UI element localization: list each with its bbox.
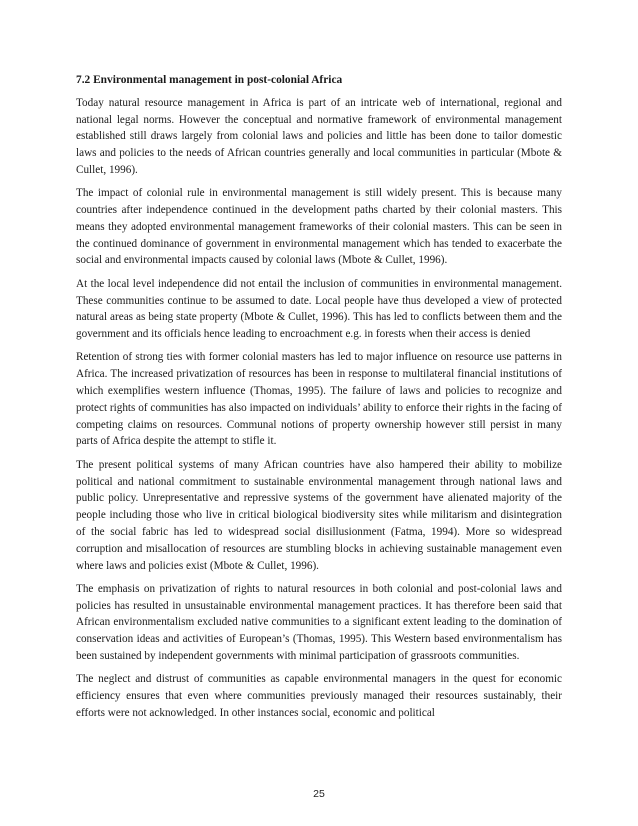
paragraph-1: Today natural resource management in Africa is part of an intricate web of international, regional and national legal norms. However the conceptual and normative framework of environmental management established still draws largely from colonial laws and policies and little has been done to tailor domestic laws and policies to the needs of African countries generally and local communities in particular (Mbote & Cullet, 1996). xyxy=(76,96,562,176)
page-content xyxy=(76,72,562,728)
paragraph-7: The neglect and distrust of communities as capable environmental managers in the quest for economic efficiency ensures that even where communities previously managed their resources sustainably, their efforts were not acknowledged. In other instances social, economic and political xyxy=(76,673,562,719)
section-heading: 7.2 Environmental management in post-colonial Africa xyxy=(76,74,343,86)
paragraph-5: The present political systems of many African countries have also hampered their ability to mobilize political and national commitment to sustainable environmental management through national laws and public policy. Unrepresentative and repressive systems of the government have alienated majority of the people including those who live in critical biological biodiversity sites while militarism and disintegration of the social fabric has led to widespread social disillusionment (Fatma, 1994). More so widespread corruption and misallocation of resources are stumbling blocks in achieving sustainable management even where laws and policies exist (Mbote & Cullet, 1996). xyxy=(76,458,562,572)
paragraph-4: Retention of strong ties with former colonial masters has led to major influence on resource use patterns in Africa. The increased privatization of resources has been in response to multilateral financial institutions of which exemplifies western influence (Thomas, 1995). The failure of laws and policies to recognize and protect rights of communities has also impacted on individuals’ ability to enforce their rights in the facing of competing claims on resources. Communal notions of property ownership however still persist in many parts of Africa despite the attempt to stifle it. xyxy=(76,351,562,448)
paragraph-6: The emphasis on privatization of rights to natural resources in both colonial and post-colonial laws and policies has resulted in unsustainable environmental management practices. It has therefore been said that African environmentalism excluded native communities to a significant extent leading to the domination of conservation ideas and activities of European’s (Thomas, 1995). This Western based environmentalism has been sustained by independent governments with minimal participation of grassroots communities. xyxy=(76,582,562,662)
paragraph-3: At the local level independence did not entail the inclusion of communities in environmental management. These communities continue to be assumed to date. Local people have thus developed a view of protected natural areas as being state property (Mbote & Cullet, 1996). This has led to conflicts between them and the government and its officials hence leading to encroachment e.g. in forests when their access is denied xyxy=(76,277,562,341)
paragraph-2: The impact of colonial rule in environmental management is still widely present. This is because many countries after independence continued in the development paths charted by their colonial masters. This means they adopted environmental management frameworks of their colonial masters. This can be seen in the continued dominance of government in environmental management which has tended to exacerbate the social and environmental impacts caused by colonial laws (Mbote & Cullet, 1996). xyxy=(76,187,562,267)
page-number: 25 xyxy=(313,788,325,800)
